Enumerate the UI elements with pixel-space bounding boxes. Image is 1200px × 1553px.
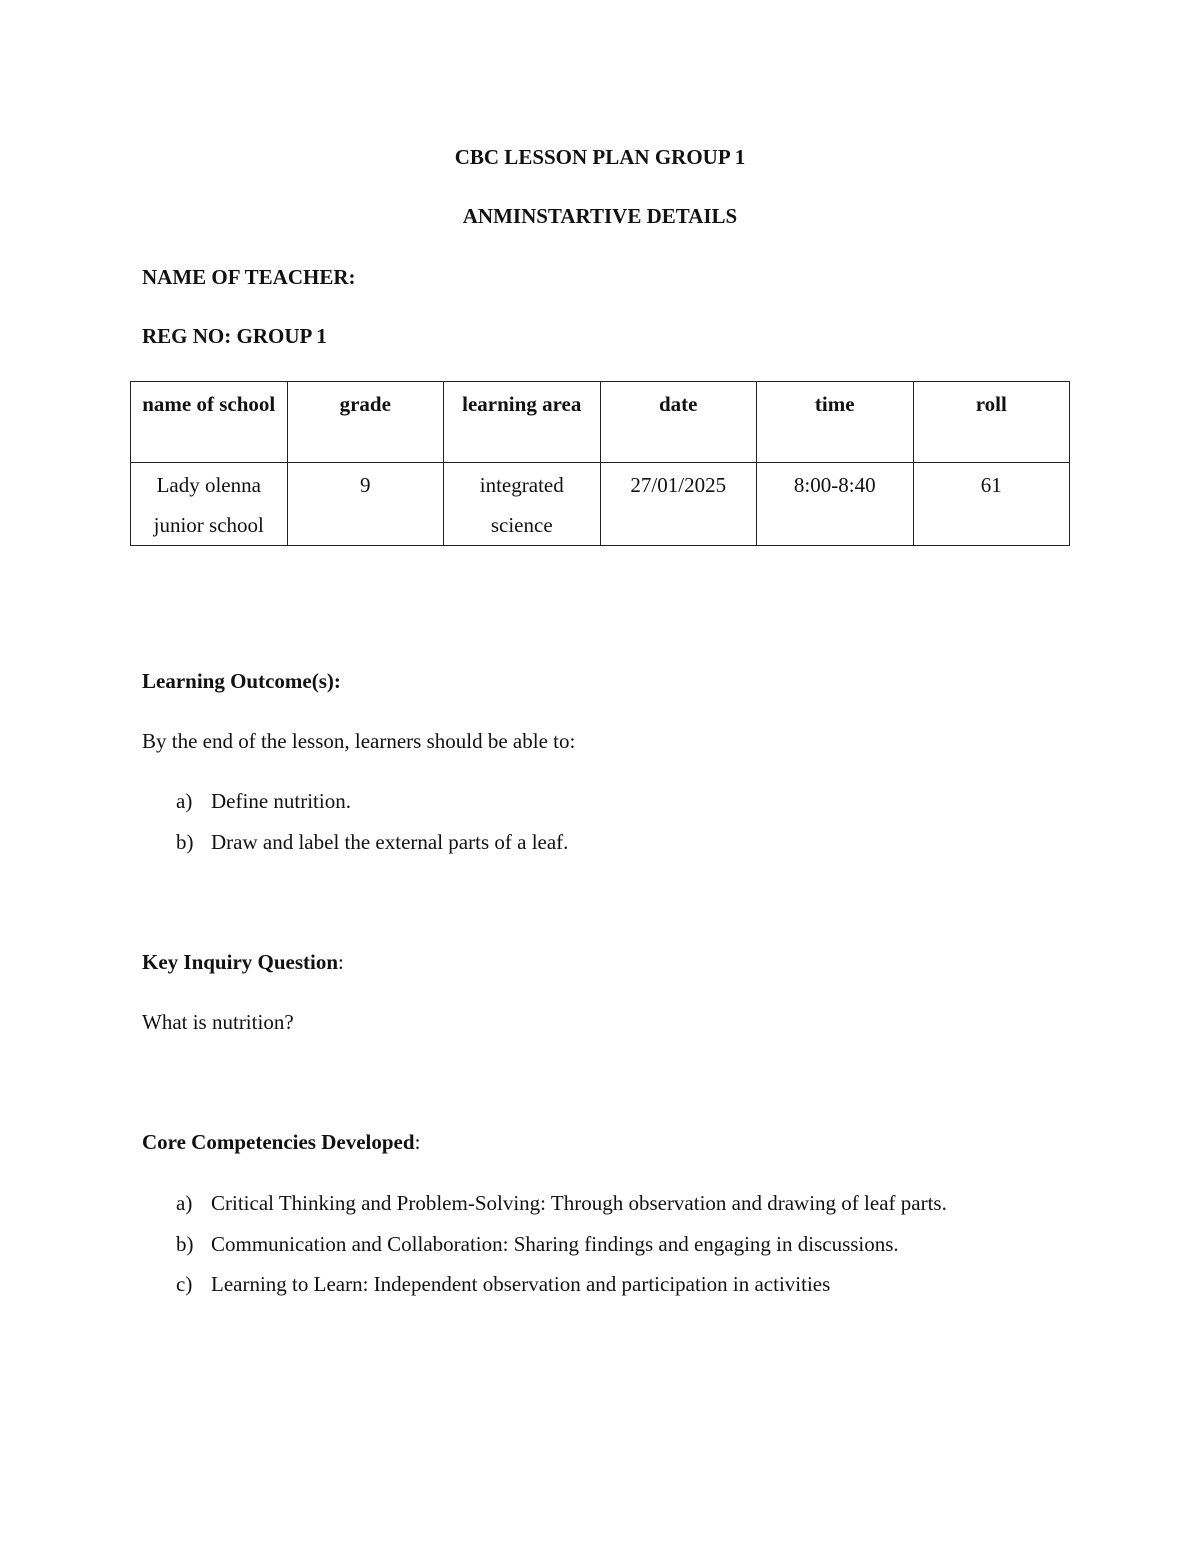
cell-learning-area: integrated science [444,463,601,546]
core-competencies-heading-line [142,1130,420,1154]
table-header-row [131,382,1070,463]
teacher-name-label: NAME OF TEACHER: [142,265,356,289]
reg-no-label: REG NO: GROUP 1 [142,324,327,348]
list-item-text: Draw and label the external parts of a leaf. [211,830,569,854]
core-competencies-heading: Core Competencies Developed [142,1130,415,1154]
list-marker: a) [176,1191,193,1215]
key-inquiry-question: What is nutrition? [142,1010,294,1034]
header-school: name of school [131,382,288,463]
core-competencies-colon: : [414,1130,421,1154]
list-item-text: Define nutrition. [211,789,351,813]
document-title: CBC LESSON PLAN GROUP 1 [454,145,746,169]
key-inquiry-heading-line [142,950,344,974]
key-inquiry-heading: Key Inquiry Question [142,950,339,974]
list-marker: b) [176,1232,194,1256]
list-marker: a) [176,789,193,813]
table-row [131,463,1070,546]
list-marker: b) [176,830,194,854]
header-roll: roll [913,382,1070,463]
list-item-text: Critical Thinking and Problem-Solving: Through observation and drawing of leaf parts. [211,1191,947,1215]
cell-roll: 61 [913,463,1070,546]
learning-outcomes-intro: By the end of the lesson, learners should be able to: [142,729,576,753]
administrative-details-table [130,381,1070,546]
list-marker: c) [176,1272,193,1296]
cell-school: Lady olenna junior school [131,463,288,546]
cell-date: 27/01/2025 [600,463,757,546]
learning-outcomes-heading: Learning Outcome(s): [142,669,341,693]
document-subtitle: ANMINSTARTIVE DETAILS [462,204,738,228]
header-learning-area: learning area [444,382,601,463]
list-item-text: Learning to Learn: Independent observation and participation in activities [211,1272,831,1296]
header-grade: grade [287,382,444,463]
cell-time: 8:00-8:40 [757,463,914,546]
header-time: time [757,382,914,463]
list-item-text: Communication and Collaboration: Sharing findings and engaging in discussions. [211,1232,899,1256]
cell-grade: 9 [287,463,444,546]
header-date: date [600,382,757,463]
key-inquiry-colon: : [338,950,344,974]
